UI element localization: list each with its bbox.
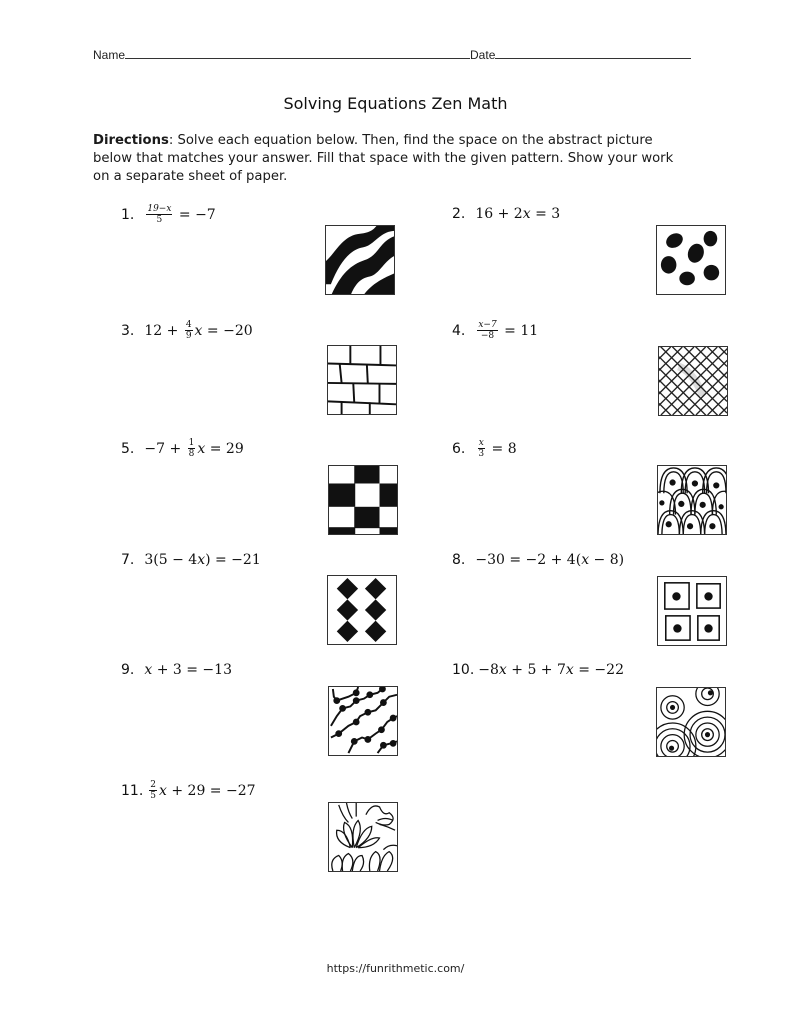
name-date-header [93,47,691,62]
black-ovals-icon [656,225,726,295]
page-title: Solving Equations Zen Math [283,94,508,113]
fraction: $\frac{x}{3}$ [478,438,485,459]
brick-wall-icon [327,345,397,415]
problem-9: 9. x + 3 = −13 [121,662,232,678]
problem-number: 2. [452,206,466,222]
fraction: $\frac{x-7}{-8}$ [478,320,497,341]
problem-10: 10. −8 x + 5 + 7 x = −22 [452,662,624,678]
problem-7: 7. 3(5 − 4 x ) = −21 [121,552,261,568]
directions-text: : Solve each equation below. Then, find the space on the abstract picture below that matches your answer. Fill that space with the given pattern. Show your work on a separate sheet of paper. [93,133,674,184]
problem-number: 4. [452,322,466,339]
problem-3: 3. 12 + $\frac{4}{9}$ x = −20 [121,320,253,341]
beaded-vines-icon [328,686,398,756]
directions [93,132,693,186]
problem-number: 1. [121,206,135,223]
fan-petals-icon [328,802,398,872]
fraction: $\frac{19-x}{5}$ [147,204,172,225]
checkerboard-icon [328,465,398,535]
problem-4: 4. $\frac{x-7}{-8}$ = 11 [452,320,539,341]
four-squares-dots-icon [657,576,727,646]
fraction: $\frac{2}{5}$ [150,780,156,801]
problem-11: 11. $\frac{2}{5}$ x + 29 = −27 [121,780,256,801]
problem-2: 2. 16 + 2 x = 3 [452,206,561,222]
problem-number: 11. [121,782,144,799]
diamond-columns-icon [327,575,397,645]
problem-1: 1. $\frac{19-x}{5}$ = −7 [121,204,216,225]
footer-url[interactable]: https://funrithmetic.com/ [326,962,465,975]
name-field[interactable] [125,47,470,59]
concentric-arcs-icon [656,687,726,757]
date-label: Date [470,48,496,62]
name-label: Name [93,48,126,62]
problem-6: 6. $\frac{x}{3}$ = 8 [452,438,517,459]
fraction: $\frac{4}{9}$ [185,320,192,341]
problem-number: 10. [452,662,475,678]
problem-number: 6. [452,440,466,457]
problem-number: 8. [452,552,466,568]
problem-number: 7. [121,552,135,568]
arch-scales-icon [657,465,727,535]
problem-8: 8. −30 = −2 + 4( x − 8) [452,552,625,568]
problem-number: 5. [121,440,135,457]
date-field[interactable] [495,47,691,59]
problem-5: 5. −7 + $\frac{1}{8}$ x = 29 [121,438,244,459]
problem-number: 9. [121,662,135,678]
crosshatch-icon [658,346,728,416]
wavy-stripes-icon [325,225,395,295]
directions-label: Directions [93,133,169,148]
fraction: $\frac{1}{8}$ [188,438,195,459]
problem-number: 3. [121,322,135,339]
